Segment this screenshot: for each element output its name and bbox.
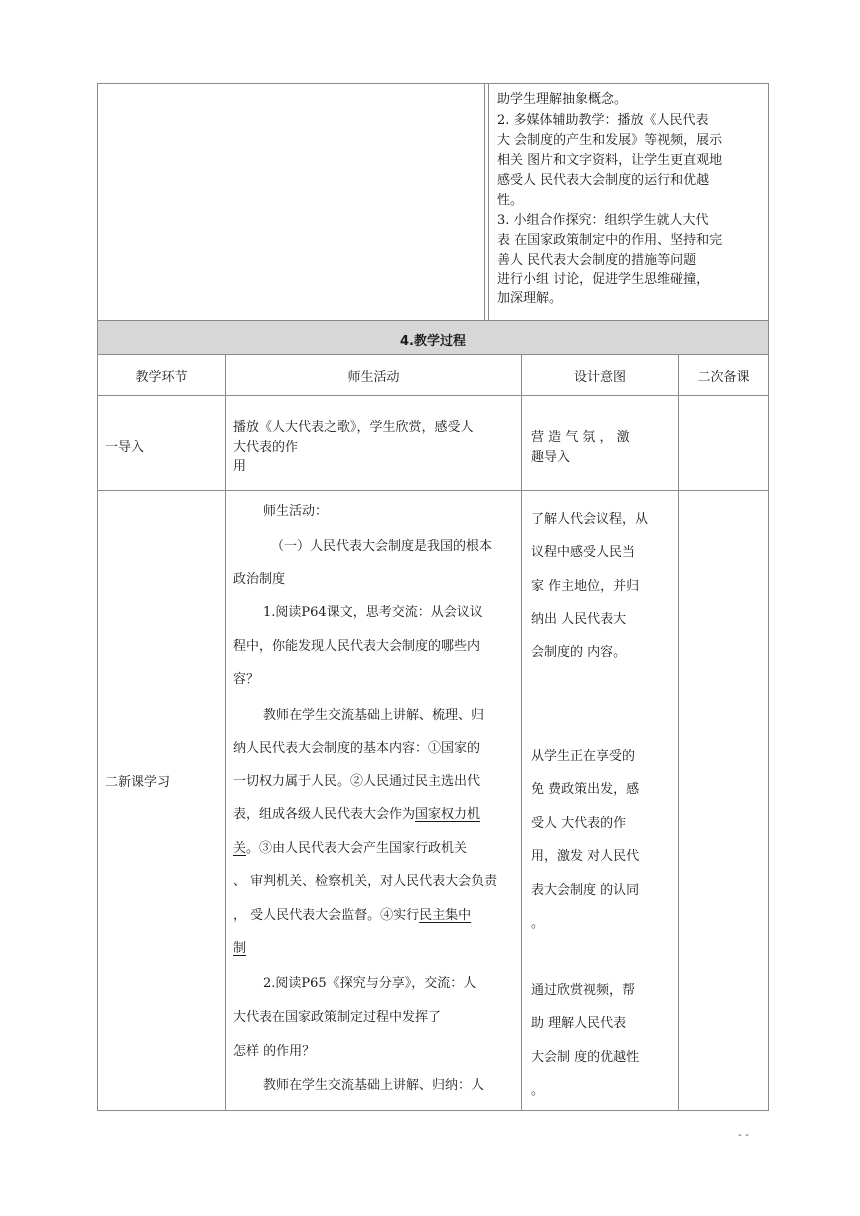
- activity-line: 教师在学生交流基础上讲解、归纳：人: [263, 1078, 485, 1093]
- intro-intent-line: 趣导入: [531, 450, 571, 465]
- intent-line: 家 作主地位，并归: [531, 579, 640, 594]
- intro-activity-line: 大代表的作: [233, 440, 299, 455]
- activity-line: （一）人民代表大会制度是我国的根本: [271, 539, 493, 554]
- method-line: 助学生理解抽象概念。: [497, 92, 628, 107]
- intent-line: 助 理解人民代表: [531, 1016, 627, 1031]
- intent-line: 会制度的 内容。: [531, 645, 627, 660]
- header-second-prep: 二次备课: [697, 370, 750, 385]
- activity-text: 。③由人民代表大会产生国家行政机关: [246, 841, 468, 856]
- method-line: 进行小组 讨论，促进学生思维碰撞，: [497, 272, 710, 287]
- activity-line: [233, 904, 471, 923]
- banner-bottom-line: [97, 354, 769, 355]
- method-line: 加深理解。: [497, 291, 563, 306]
- table-border-bottom: [97, 1110, 769, 1111]
- intro-activity-line: 用: [233, 459, 247, 474]
- table-border-left: [97, 83, 98, 1111]
- intent-line: 。: [531, 1083, 545, 1098]
- term-state-power-organ-end: 关: [233, 841, 247, 856]
- stage-new-lesson: 二新课学习: [105, 775, 171, 790]
- intro-activity-line: 播放《人大代表之歌》，学生欣赏，感受人: [233, 420, 474, 435]
- activity-line: 师生活动：: [263, 504, 329, 519]
- col-sep-2: [521, 355, 522, 1111]
- activity-line: 程中，你能发现人民代表大会制度的哪些内: [233, 639, 481, 654]
- activity-line: [233, 803, 480, 822]
- activity-line: 、 审判机关、检察机关，对人民代表大会负责: [233, 874, 498, 889]
- method-line: 3. 小组合作探究：组织学生就人大代: [497, 213, 709, 228]
- intent-line: 受人 大代表的作: [531, 816, 627, 831]
- activity-line: 一切权力属于人民。②人民通过民主选出代: [233, 774, 481, 789]
- activity-line: 容？: [233, 672, 260, 687]
- intent-line: 议程中感受人民当: [531, 545, 636, 560]
- intent-line: 纳出 人民代表大: [531, 612, 627, 627]
- activity-line: 教师在学生交流基础上讲解、梳理、归: [263, 708, 485, 723]
- intro-intent-line: 营 造 气 氛 ， 激: [531, 430, 630, 445]
- intent-line: 。: [531, 916, 545, 931]
- method-line: 感受人 民代表大会制度的运行和优越: [497, 173, 710, 188]
- term-state-power-organ: 国家权力机: [415, 807, 481, 822]
- activity-line: [233, 837, 467, 856]
- top-block-divider-inner: [488, 83, 489, 321]
- intent-line: 大会制 度的优越性: [531, 1050, 640, 1065]
- col-sep-3: [678, 355, 679, 1111]
- method-line: 大 会制度的产生和发展》等视频，展示: [497, 133, 723, 148]
- activity-text: ， 受人民代表大会监督。④实行: [233, 908, 420, 923]
- top-block-divider: [484, 83, 485, 321]
- table-border-right: [768, 83, 769, 1111]
- method-line: 相关 图片和文字资料，让学生更直观地: [497, 153, 723, 168]
- activity-text: 表，组成各级人民代表大会作为: [233, 807, 416, 822]
- intent-line: 从学生正在享受的: [531, 749, 636, 764]
- header-row-bottom: [97, 395, 769, 396]
- activity-line: 2.阅读P65《探究与分享》，交流：人: [263, 976, 477, 991]
- intent-line: 免 费政策出发，感: [531, 782, 640, 797]
- activity-line: [233, 937, 246, 956]
- activity-line: 大代表在国家政策制定过程中发挥了: [233, 1010, 442, 1025]
- intent-line: 通过欣赏视频，帮: [531, 983, 636, 998]
- method-line: 2. 多媒体辅助教学：播放《人民代表: [497, 113, 709, 128]
- activity-line: 1.阅读P64课文，思考交流：从会议议: [263, 605, 483, 620]
- term-democratic-centralism: 民主集中: [419, 908, 472, 923]
- table-border-top: [97, 83, 769, 84]
- method-line: 性。: [497, 193, 524, 208]
- activity-line: 怎样 的作用？: [233, 1044, 316, 1059]
- section-title: 4.教学过程: [400, 334, 466, 349]
- col-sep-1: [225, 355, 226, 1111]
- activity-line: 纳人民代表大会制度的基本内容：①国家的: [233, 741, 481, 756]
- intent-line: 表大会制度 的认同: [531, 883, 640, 898]
- intent-line: 了解人代会议程，从: [531, 512, 649, 527]
- stage-intro: 一导入: [105, 440, 145, 455]
- header-activity: 师生活动: [347, 370, 400, 385]
- activity-line: 政治制度: [233, 572, 286, 587]
- term-democratic-centralism-end: 制: [233, 941, 247, 956]
- header-intent: 设计意图: [573, 370, 626, 385]
- header-stage: 教学环节: [135, 370, 188, 385]
- page-number: - -: [738, 1128, 749, 1141]
- section-banner: [98, 321, 768, 354]
- method-line: 善人 民代表大会制度的措施等问题: [497, 253, 697, 268]
- intent-line: 用，激发 对人民代: [531, 849, 640, 864]
- intro-row-bottom: [97, 490, 769, 491]
- method-line: 表 在国家政策制定中的作用、坚持和完: [497, 233, 723, 248]
